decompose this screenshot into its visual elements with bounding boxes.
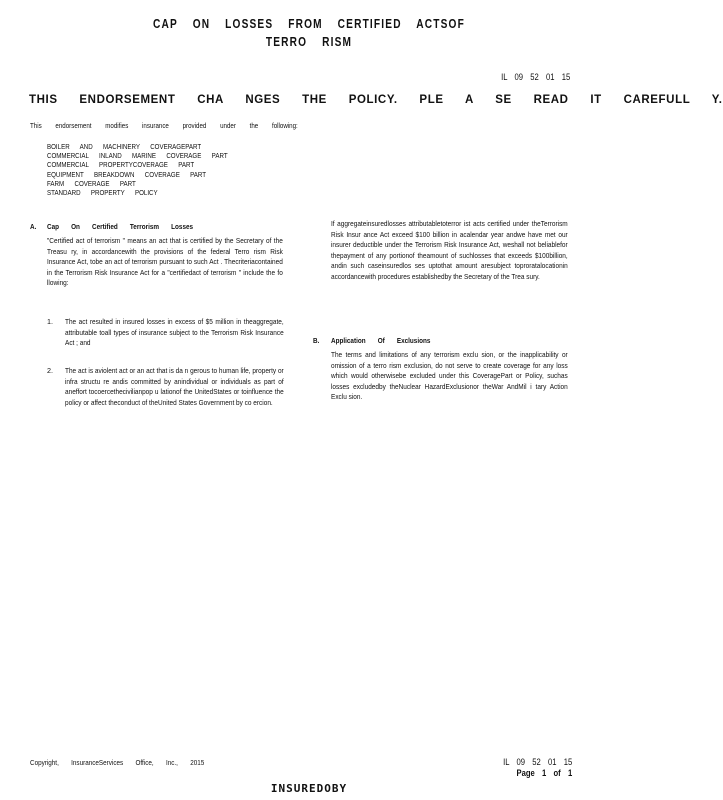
list-item: EQUIPMENT BREAKDOWN COVERAGE PART xyxy=(47,169,207,179)
copyright: Copyright, InsuranceServices Office, Inc., 2015 xyxy=(30,758,205,767)
section-a-heading: Cap On Certified Terrorism Losses xyxy=(47,222,194,231)
list-item: FARM COVERAGE PART xyxy=(47,178,136,188)
item-1-text: The act resulted in insured losses in excess of $5 million in theaggregate, attributable toall types of insurance subject to the Terrorism Risk Insurance Act ; and xyxy=(65,317,284,348)
section-b-letter: B. xyxy=(313,336,320,345)
section-b-heading: Application Of Exclusions xyxy=(331,336,431,345)
section-a-definition: "Certified act of terrorism " means an act that is certified by the Secretary of the Treasu ry, in accordancewith the provisions of the federal Terro rism Risk Insurance Act, tobe an act of terrorism pursuant to such Act . Thecriteriacontained in the Terrorism Risk Insurance Act for a "certifiedact of terrorism " include the fo llowing: xyxy=(47,236,283,288)
title-line-1: CAP ON LOSSES FROM CERTIFIED ACTSOF xyxy=(153,16,465,31)
list-item: STANDARD PROPERTY POLICY xyxy=(47,188,158,198)
list-item: COMMERCIAL PROPERTYCOVERAGE PART xyxy=(47,160,195,170)
section-a-continuation: If aggregateinsuredlosses attributabletoterror ist acts certified under theTerrorism Risk Insur ance Act exceed $100 billion in acalendar year andwe have met our insurer deductible under the Terrorism Risk Insurance Act, weshall not beliablefor thepayment of any portionof theamount of suchlosses that exceeds $100billion, andin such caseinsuredlos ses uptothat amount aresubject toproratalocationin accordancewith procedures establishedby the Secretary of the Trea sury. xyxy=(331,219,568,281)
item-2-text: The act is aviolent act or an act that is da n gerous to human life, property or infra structu re andis committed by anindividual or individuals as part of aneffort tocoercethecivilianpop u lationof the UnitedStates or toinfluence the policy or affect theconduct of theUnited States Government by co ercion. xyxy=(65,366,284,407)
item-1-number: 1. xyxy=(47,317,53,326)
form-number: IL 09 52 01 15 xyxy=(500,72,570,82)
footer-form-info xyxy=(503,757,572,779)
section-a-letter: A. xyxy=(30,222,37,231)
watermark: INSUREDOBY xyxy=(270,782,348,795)
title-line-2: TERRO RISM xyxy=(265,34,353,49)
page-number: Page 1 of 1 xyxy=(516,768,572,778)
item-2-number: 2. xyxy=(47,366,53,375)
endorsement-notice: THIS ENDORSEMENT CHA NGES THE POLICY. PLE A SE READ IT CAREFULL Y. xyxy=(29,94,723,106)
intro-text: This endorsement modifies insurance provided under the following: xyxy=(30,121,298,130)
section-b-text: The terms and limitations of any terrorism exclu sion, or the inapplicability or omission of a terro rism exclusion, do not serve to create coverage for any loss which would otherwisebe excluded under this CoveragePart or Policy, suchas losses excludedby theNuclear HazardExclusionor theWar AndMil i tary Action Exclu sion. xyxy=(331,350,568,402)
list-item: COMMERCIAL INLAND MARINE COVERAGE PART xyxy=(47,151,228,161)
coverage-parts-list xyxy=(47,142,228,197)
list-item: BOILER AND MACHINERY COVERAGEPART xyxy=(47,142,202,151)
footer-form-number: IL 09 52 01 15 xyxy=(502,757,572,767)
